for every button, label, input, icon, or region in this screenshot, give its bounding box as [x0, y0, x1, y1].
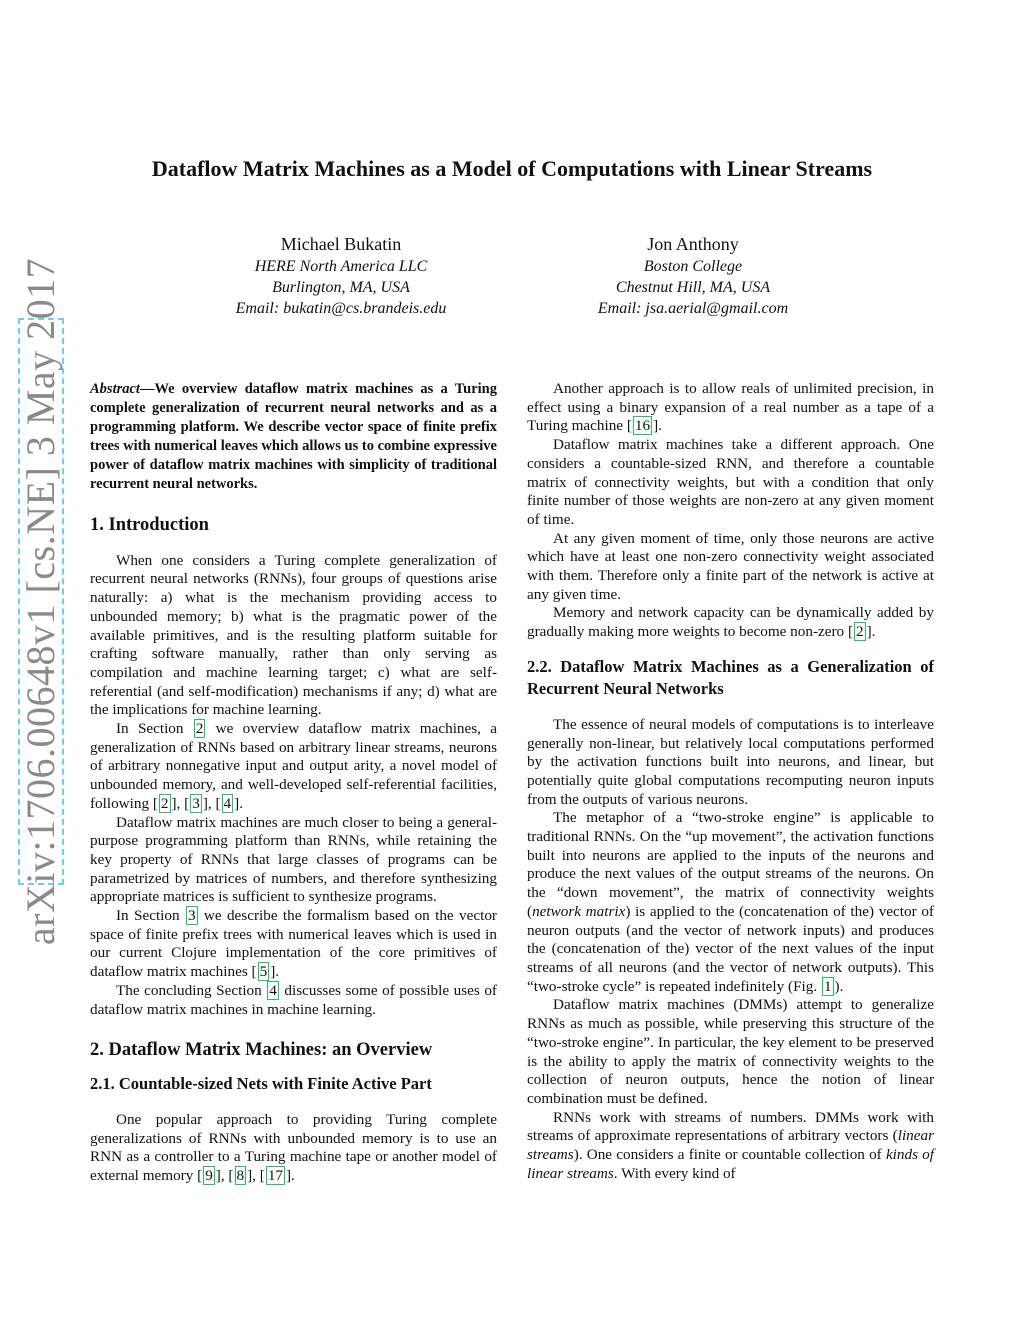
subsection-heading-2-2: 2.2. Dataflow Matrix Machines as a Generalization of Recurrent Neural Networks [527, 656, 934, 698]
intro-paragraph-2: In Section 2 we overview dataflow matrix machines, a generalization of RNNs based on arbitrary linear streams, neurons of arbitrary nonnegative input and output arity, a novel model of unbounded memory, and well-developed self-referential facilities, following [ 2 ], [ 3 ], [ 4 ]. [90, 720, 497, 812]
subsection-heading-2-1: 2.1. Countable-sized Nets with Finite Active Part [90, 1073, 432, 1093]
citation-link[interactable]: 2 [160, 794, 169, 812]
right-paragraph-3: At any given moment of time, only those neurons are active which have at least one non-zero connectivity weight associated with them. Therefore only a finite part of the network is active at any given time. [527, 529, 934, 603]
arxiv-id: arXiv:1706.00648v1 [cs.NE] 3 May 2017 [18, 257, 64, 946]
right-paragraph-5: The essence of neural models of computations is to interleave generally non-linear, but relatively local computations performed by the activation functions built into neurons, and linear, but potentially quite global computations recomputing neuron inputs from the outputs of various neurons. [527, 715, 934, 808]
author-block-1 [171, 232, 511, 319]
arxiv-stamp [18, 257, 64, 946]
emphasis: kinds of linear streams [527, 1146, 934, 1182]
abstract-lead: Abstract [90, 381, 140, 397]
citation-link[interactable]: 3 [192, 794, 200, 812]
author-name: Michael Bukatin [280, 234, 402, 254]
author-name: Jon Anthony [647, 234, 739, 254]
citation-link[interactable]: 4 [223, 794, 232, 812]
citation-link[interactable]: 9 [205, 1167, 213, 1185]
author-location: Chestnut Hill, MA, USA [615, 279, 771, 296]
figure-ref-link[interactable]: 1 [823, 977, 832, 995]
author-location: Burlington, MA, USA [272, 279, 410, 296]
citation-link[interactable]: 8 [236, 1167, 245, 1185]
author-block-2 [523, 232, 863, 319]
citation-link[interactable]: 5 [259, 963, 268, 981]
intro-paragraph-5: The concluding Section 4 discusses some of possible uses of dataflow matrix machines in machine learning. [90, 981, 497, 1018]
citation-link[interactable]: 16 [634, 417, 651, 435]
section-ref-link[interactable]: 2 [195, 720, 204, 738]
abstract-text: —We overview dataflow matrix machines as a Turing complete generalization of recurrent neural networks and as a programming platform. We describe vector space of finite prefix trees with numerical leaves which allows us to combine expressive power of dataflow matrix machines with simplicity of traditional recurrent neural networks. [90, 381, 497, 492]
sub21-paragraph-1: One popular approach to providing Turing complete generalizations of RNNs with unbounded memory is to use an RNN as a controller to a Turing machine tape or another model of external memory [ 9 ], [ 8 ], [ 17 ]. [90, 1110, 497, 1185]
author-affiliation: HERE North America LLC [254, 258, 428, 275]
author-email[interactable]: Email: bukatin@cs.brandeis.edu [235, 300, 447, 317]
citation-link[interactable]: 2 [856, 623, 864, 641]
section-ref-link[interactable]: 4 [269, 981, 277, 999]
emphasis: linear streams [527, 1127, 934, 1164]
right-column [527, 380, 934, 1183]
paper-title: Dataflow Matrix Machines as a Model of Computations with Linear Streams [151, 156, 873, 181]
right-paragraph-1: Another approach is to allow reals of unlimited precision, in effect using a binary expansion of a real number as a tape of a Turing machine [ 16 ]. [527, 380, 934, 435]
intro-paragraph-3: Dataflow matrix machines are much closer to being a general-purpose programming platform than RNNs, while retaining the key property of RNNs that large classes of programs can be parametrized by matrices of numbers, and therefore synthesizing appropriate matrices is sufficient to synthesize programs. [90, 813, 497, 906]
author-affiliation: Boston College [643, 258, 743, 275]
right-paragraph-2: Dataflow matrix machines take a different approach. One considers a countable-sized RNN, and therefore a countable matrix of connectivity weights, but with a condition that only finite number of those weights are non-zero at any given moment of time. [527, 436, 934, 528]
section-heading-overview: 2. Dataflow Matrix Machines: an Overview [90, 1040, 433, 1061]
right-paragraph-7: Dataflow matrix machines (DMMs) attempt to generalize RNNs as much as possible, while preserving this structure of the “two-stroke engine”. In particular, the key element to be preserved is the ability to apply the matrix of connectivity weights to the collection of neuron outputs, hence the notion of linear combination must be defined. [527, 996, 934, 1107]
right-paragraph-4: Memory and network capacity can be dynamically added by gradually making more weights to become non-zero [ 2 ]. [527, 604, 934, 641]
section-ref-link[interactable]: 3 [187, 907, 196, 925]
right-paragraph-6: The metaphor of a “two-stroke engine” is applicable to traditional RNNs. On the “up movement”, the activation functions built into neurons are applied to the inputs of the neurons and produce the next values of the output streams of the neurons. On the “down movement”, the matrix of connectivity weights (network matrix) is applied to the (concatenation of the) vector of neuron outputs (and the vector of network inputs) and produces the (concatenation of the) vector of the next values of the input streams of all neurons (and the vector of network outputs). This “two-stroke cycle” is repeated indefinitely (Fig. 1 ). [527, 809, 934, 995]
abstract [90, 380, 497, 494]
section-heading-introduction: 1. Introduction [90, 515, 209, 535]
author-email[interactable]: Email: jsa.aerial@gmail.com [597, 300, 789, 317]
citation-link[interactable]: 17 [267, 1167, 283, 1185]
right-paragraph-8: RNNs work with streams of numbers. DMMs work with streams of approximate representations of arbitrary vectors (linear streams). One considers a finite or countable collection of kinds of linear streams. With every kind of [527, 1108, 934, 1182]
intro-paragraph-1: When one considers a Turing complete generalization of recurrent neural networks (RNNs), four groups of questions arise naturally: a) what is the mechanism providing access to unbounded memory; b) what is the pragmatic power of the available primitives, and is the resulting platform suitable for crafting software manually, rather than only serving as compilation and machine learning target; c) what are self-referential (and self-modification) mechanisms if any; d) what are the implications for machine learning. [90, 551, 497, 719]
intro-paragraph-4: In Section 3 we describe the formalism based on the vector space of finite prefix trees with numerical leaves which is used in our current Clojure implementation of the core primitives of dataflow matrix machines [ 5 ]. [90, 907, 497, 981]
emphasis: network matrix [532, 902, 626, 920]
left-column [90, 380, 497, 1186]
